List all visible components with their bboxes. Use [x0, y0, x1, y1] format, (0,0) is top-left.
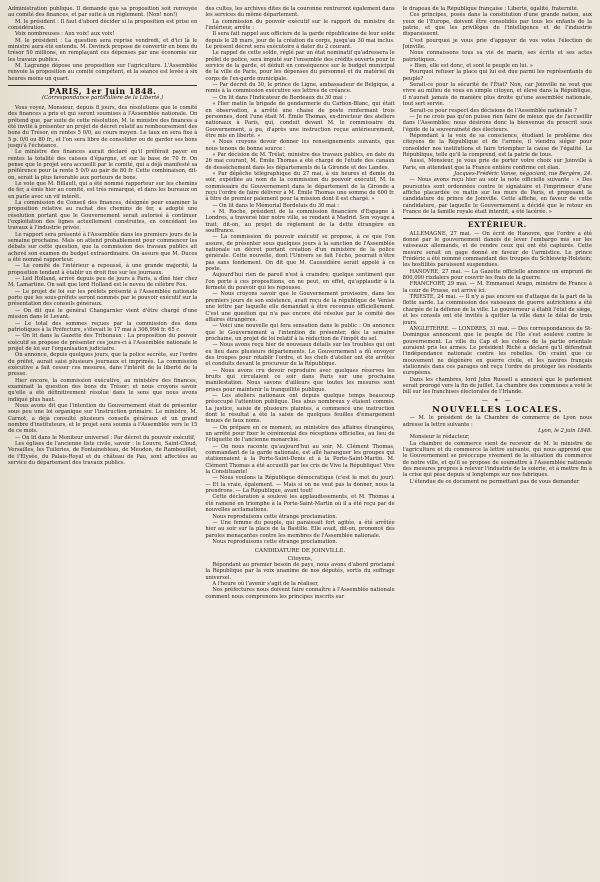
article-body — [8, 105, 197, 467]
article-paragraph: — Nous voulons la République démocratique (c'est le mot du jour). — Et la vraie, également. — Mais si on ne veut pas la donner, nous la prendrons. — La République, avant tout! — [205, 475, 395, 495]
article-paragraph: C'est pourquoi je vous prie d'appuyer de vos votes l'élection de Joinville. — [402, 37, 592, 51]
article-paragraph: — On lit dans la Gazette des Tribunaux : La proposition du pouvoir exécutif se propose de présenter ces jours-ci à l'Assemblée nationale le projet de loi sur l'organisation judiciaire. — [8, 333, 198, 352]
intro-paragraph: Administration publique. Il demande que sa proposition soit renvoyée au comité des finances, et par suite à un règlement. (Non! non!) — [8, 6, 198, 19]
article-paragraph: Nous reproduisons cette étrange proclamation. — [212, 538, 338, 545]
article-paragraph: Serait-ce pour la sécurité de l'État? Non, car Joinville ne veut que vivre au milieu de vous en simple citoyen, et élevé dans la République, il n'aurait jamais de manière plus droite qu'une assemblée nationale, tout sert servie. — [402, 82, 592, 108]
column-2 — [205, 6, 394, 876]
article-paragraph: — Les ateliers nationaux ont depuis quelque temps beaucoup préoccupé l'attention publique. Des abus nombreux y étaient commis. La justice, saisie de plusieurs plaintes, a commencé une instruction dont le résultat a été la saisie de quelques feuilles d'émargement tenues de faux noms. — [205, 392, 395, 425]
article-paragraph: Serait-ce pour respect des décisions de l'Assemblée nationale ? — [409, 107, 577, 114]
article-paragraph: Nous reproduisons cette étrange proclamation. — [212, 513, 338, 520]
article-paragraph: — Nous croyons savoir que le Gouvernement provisoire, dans les premiers jours de son existence, avait reçu de la république de Venise une lettre par laquelle elle demandait à être reconnue officiellement. C'est une question qui n'a pas encore été résolue par le comité des affaires étrangères. — [205, 291, 395, 323]
article-paragraph: — Je ne crois pas qu'on puisse rien faire de mieux que de l'accueillir dans l'Assemblée; nous désirons donc la bienvenue du proscrit sous l'égide de la souveraineté des électeurs. — [402, 113, 592, 133]
article-paragraph: — Le comité de l'intérieur a repoussé, à une grande majorité, la proposition tendant à établir un droit fixe sur les journaux. — [8, 263, 198, 276]
article-paragraph: Aussi, Monsieur, je vous prie de porter votre choix sur Joinville à Paris, en attendant que la France entière confirme cet élan. — [402, 158, 592, 171]
intro-block — [8, 6, 197, 82]
dateline: PARIS, 1er Juin 1848. — [48, 86, 157, 97]
letter-salutation: Monsieur le rédacteur, — [409, 434, 470, 441]
candidature-paragraph: Répondant au premier besoin de pays, nous avons d'abord proclamé la République par la voix unanime de nos députés, sortis du suffrage universel. — [205, 561, 395, 581]
article-paragraph: — Voici une nouvelle qui fera sensation dans le public : On annonce que le Gouvernement a l'intention de présenter, dès la semaine prochaine, un projet de loi relatif à la réduction de l'impôt du sel. — [205, 323, 395, 342]
article-paragraph: Nous avons dit que l'intention du Gouvernement était de présenter sous peu une loi organique sur l'instruction primaire. Le ministre, M. Carnot, a déjà consulté plusieurs conseils généraux et un grand nombre d'instituteurs, et le projet sera soumis à l'Assemblée vers le 15 de ce mois. — [8, 402, 198, 435]
article-paragraph: La commission du Conseil des finances, désignée pour examiner la proposition relative au rachat des chemins de fer, a adopté une résolution portant que le Gouvernement serait autorisé à continuer l'exploitation des lignes actuellement construites, en concédant les travaux à l'industrie privée. — [8, 199, 198, 232]
article-paragraph: « Hier matin la brigade de gendarmerie du Carbon-Blanc, qui était en observation, a arrêté une chaise de poste renfermant trois personnes, dont l'une était M. Émile Thomas, ex-directeur des ateliers nationaux à Paris, qui, conduit devant M. le commissaire du Gouvernement, a pu, d'après une instruction reçue antérieurement, être mis en liberté. » — [205, 101, 395, 139]
intro-paragraph: Voix nombreuses : Aux voix! aux voix! — [15, 31, 115, 38]
article-paragraph: « Nous croyons devoir donner les renseignements suivants, que nous tenons de bonne source : — [205, 139, 395, 152]
article-paragraph: Nous connaissons tous sa vie de marin, ses écrits et ses actes patriotiques. — [402, 50, 592, 63]
article-body — [205, 6, 394, 545]
article-paragraph: Le rappel de cette solde, réglé par un état nominatif qu'adressera le préfet de police, sera imputé sur l'ensemble des crédits ouverts pour le service de la garde, et déduit en conséquence sur le budget municipal de la ville de Paris, pour les dépenses du personnel et du matériel du corps de l'ex-garde municipale. — [205, 50, 395, 82]
local-paragraph: — M. le président de la Chambre de commerce de Lyon nous adresse la lettre suivante : — [402, 415, 592, 428]
article-paragraph: Répondant à la voix de sa conscience, étudiant le problème des citoyens de la République et de l'armée, il viendra siéger pour consolider nos institutions et faire triompher la cause de l'égalité. La République, telle qu'il la comprend, est la patrie de tous. — [402, 132, 592, 158]
article-paragraph: — On lit dans le Moniteur universel : Par décret du pouvoir exécutif, — [15, 434, 196, 441]
article-paragraph: Le ministre des finances aurait déclaré qu'il préférait payer en rentes la totalité des caisses d'épargne, et sur la base de 70 fr. On pense que le projet sera accueilli par le comité, qui a déjà manifesté sa préférence pour la rente 5 0/0 au pair de 80 fr. Cette combinaison, dit-on, serait la plus favorable aux porteurs de bons. — [8, 149, 198, 181]
article-paragraph: — Par décret du 30, le prince de Ligne, ambassadeur de Belgique, a remis à la commission exécutive ses lettres de créance. — [205, 82, 395, 95]
column-3 — [403, 6, 592, 876]
article-paragraph: Le vote que M. Billault, qui a été nommé rapporteur sur les chemins de fer, a émis hier au comité, est très remarqué, et dans les bureaux on en parle avec un vif intérêt. — [8, 180, 198, 200]
article-paragraph: Il sera fait rappel aux officiers de la garde républicaine de leur solde depuis le 28 mars, jour de la création du corps, jusqu'au 30 mai inclus. Le présent décret sera exécutoire à dater du 2 courant. — [205, 31, 395, 51]
article-paragraph: Les églises de l'ancienne liste civile, savoir : le Louvre, Saint-Cloud, Versailles, les Tuileries, de Fontainebleau, de Meudon, de Rambouillet, de l'Élysée, du Palais-Royal et du château de Pau, sont affectées au service du département des travaux publics. — [8, 441, 198, 467]
foreign-paragraph: Dans les chambres, lord John Russell a annoncé que le parlement serait prorogé vers la fin de juillet. La chambre des communes a voté le bill sur les franchises électorales de l'Irlande. — [402, 376, 592, 396]
candidature-paragraph: Nos préfectures nous doivent faire connaître à l'Assemblée nationale comment nous comprenons les principes inscrits sur — [205, 587, 395, 600]
article-paragraph: — Le total des sommes reçues par la commission des dons patriotiques à la Préfecture, s'élevait le 17 mai à 306,994 fr. 65 c. — [8, 320, 198, 333]
article-paragraph: — On prépare en ce moment, au ministère des affaires étrangères, un arrêté pour fixer le cérémonial des réceptions officielles, au lieu de l'étiquette de l'ancienne monarchie. — [205, 424, 395, 444]
article-paragraph: — On lit dans l'Indicateur de Bordeaux du 30 mai : — [212, 94, 347, 101]
signature: Jacques-Frédéric Vanse, négociant, rue Bergère, 24. — [454, 170, 592, 177]
article-paragraph: des cultes, les archives dites de la couronne rentreront également dans les services du même département. — [205, 6, 395, 19]
foreign-paragraph: ALLEMAGNE, 27 mai. — On écrit de Hanovre, que l'ordre a été donné par le gouvernement danois de lever l'embargo mis sur les vaisseaux allemands, et de rendre ceux qui ont été capturés. Cette mesure serait un gage donné en faveur de l'armistice. Le prince Frédéric a été nommé commandant des troupes du Schleswig-Holstein; les hostilités paraissent suspendues. — [402, 230, 592, 269]
article-paragraph: Pourquoi refuser la place qui lui est due parmi les représentants du peuple? — [402, 69, 592, 82]
article-paragraph: « Bien, elle est donc, et sont le peuple en lui. » — [409, 63, 533, 70]
local-paragraph: L'étendue de ce document ne permettant pas de vous demander — [409, 478, 580, 485]
candidature-heading: CANDIDATURE DE JOINVILLE. — [254, 548, 346, 555]
article-paragraph: — Led Holland, arrivé depuis peu de jours à Paris, a dîné hier chez M. Lamartine. On sait que lord Holland est le neveu de célèbre Fox. — [8, 276, 198, 289]
article-paragraph: — Nous avons reçu hier de nouveaux détails sur les troubles qui ont eu lieu dans plusieurs départements. Le Gouvernement a dû envoyer des troupes pour rétablir l'ordre, et les chefs d'atelier ont été arrêtés et conduits devant le procureur de la République. — [205, 342, 395, 368]
article-paragraph: — Une femme du peuple, qui paraissait fort agitée, a été arrêtée hier au soir sur la place de la Bastille. Elle avait, dit-on, prononcé des paroles menaçantes contre les membres de l'Assemblée nationale. — [205, 519, 395, 539]
candidature-paragraph: A l'heure où l'avenir s'agit de la réaliser, — [212, 580, 319, 587]
intro-paragraph: M. Lagrange dépose une proposition sur l'agriculture. L'Assemblée renvoie la proposition au comité compétent, et la séance est levée à six heures moins un quart. — [8, 63, 198, 82]
letter-date: Lyon, le 2 juin 1848. — [538, 428, 592, 434]
article-paragraph: — Le projet de loi sur les préfets présenté à l'Assemblée nationale porte que les sous-préfets seront nommés par le pouvoir exécutif sur la présentation des conseils généraux. — [8, 288, 198, 308]
article-paragraph: — On dit que le général Changarnier vient d'être chargé d'une mission dans le Levant. — [8, 307, 198, 321]
dateline-subtitle: (Correspondance particulière de la Liberté.) — [42, 95, 164, 102]
intro-paragraph: M. le président : La question sera reprise vendredi, et d'ici là le ministre aura été entendu. M. Devinck propose de convertir en bons du trésor 50 millions, en remplaçant ces dépenses par une économie sur les travaux publics. — [8, 37, 198, 63]
article-paragraph: On annonce, depuis quelques jours, que la police secrète, sur l'ordre du préfet, aurait saisi plusieurs journaux et imprimés. La commission exécutive a fait cesser ces mesures, dans l'intérêt de la liberté de la presse. — [8, 352, 198, 378]
article-paragraph: Vous voyez, Monsieur, depuis 8 jours, des résolutions que le comité des finances a pris et qui seront soumises à l'Assemblée nationale. On prétend que, par suite de cette résolution, M. le ministre des finances a été invité à présenter un projet de décret relatif au remboursement des bons du Trésor, en rentes 5 0/0, au cours moyen. Le taux en sera fixé à 5 p. 0/0 ou 80 fr., et l'on sera libre de consolider ou de garder ses bons jusqu'à l'échéance. — [8, 104, 198, 149]
article-paragraph: — On lit dans le Mémorial Bordelais du 30 mai : — [212, 202, 340, 209]
article-paragraph: La commission du pouvoir exécutif sur le rapport du ministre de l'intérieur, arrête : — [205, 18, 395, 32]
intro-paragraph: M. le président : Il faut d'abord décider si la proposition est prise en considération. — [8, 18, 198, 32]
article-paragraph: — Nous avons cru devoir reproduire avec quelques réserves les bruits qui circulaient ce soir dans Paris sur une prochaine manifestation. Nous savons d'ailleurs que toutes les mesures sont prises pour maintenir la tranquillité publique. — [205, 367, 395, 393]
article-paragraph: « Par dépêche télégraphique du 27 mai, à six heures et demie du soir, expédiée au nom de la commission du pouvoir exécutif, M. le commissaire du Gouvernement dans le département de la Gironde a reçu l'ordre de faire délivrer à M. Émile Thomas une somme de 600 fr. à titre de premier paiement pour la mission dont il est chargé. » — [205, 170, 395, 203]
divider — [403, 218, 592, 219]
local-paragraph: La chambre de commerce vient de recevoir de M. le ministre de l'agriculture et du commerce la lettre suivante, qui nous apprend que le Gouvernement se préoccupe vivement de la situation du commerce de notre ville, et qu'il se propose de soumettre à l'Assemblée nationale des mesures propres à relever l'industrie de la soierie, et à mettre fin à la crise qui pèse depuis si longtemps sur nos fabriques. — [402, 440, 592, 479]
ornament-divider: — ✦ — — [481, 396, 513, 404]
article-paragraph: le drapeau de la République française : Liberté, égalité, fraternité. — [402, 6, 579, 12]
local-news-heading: NOUVELLES LOCALES. — [432, 404, 563, 415]
article-body — [403, 6, 592, 215]
article-paragraph: Hier encore, la commission exécutive, au ministère des finances, examinait la question des bons du Trésor; et nous croyons savoir qu'elle a été définitivement résolue dans le sens que nous avons indiqué plus haut. — [8, 377, 198, 403]
column-1 — [8, 6, 197, 876]
article-paragraph: Aujourd'hui rien de pareil n'est à craindre; quelque sentiment que l'on porte à ces propositions, on ne peut, en effet, qu'applaudir à la fermeté du pouvoir qui les repousse. — [205, 272, 395, 292]
article-paragraph: « Par décision de M. Trélat, ministre des travaux publics, en date du 26 mai courant, M. Émile Thomas a été chargé de l'étude des canaux de desséchement dans les départements de la Gironde et des Landes. — [205, 151, 395, 171]
foreign-paragraph: HANOVRE, 27 mai. — La Gazette officielle annonce un emprunt de 800,000 rixdalers pour couvrir les frais de la guerre. — [402, 268, 592, 282]
foreign-news-body — [403, 231, 592, 396]
local-news-body — [403, 415, 592, 485]
foreign-news-heading: EXTÉRIEUR. — [467, 220, 527, 230]
article-paragraph: « M. Roche, président de la commission financière d'Espagne à Londres, a traversé hier notre ville, se rendant à Madrid. Son voyage a trait, dit-on, au projet de règlement de la dette étrangère en souffrance. — [205, 209, 395, 235]
foreign-paragraph: TRIESTE, 24 mai. — Il n'y a pas encore eu d'attaque de la part de la flotte sarde. La commission des vaisseaux de guerre autrichiens a été chargée de la défense de la ville. Le gouverneur a établi l'état de siège, et les consuls ont été invités à quitter la ville dans le délai de trois jours. — [402, 294, 592, 326]
article-paragraph: Le rapport sera présenté à l'Assemblée dans les premiers jours de la semaine prochaine. Mais on attend probablement pour commencer les débats sur cette question, que la commission des travaux publics ait achevé son examen du budget extraordinaire. On assure que M. Ducos a été nommé rapporteur. — [8, 231, 198, 264]
foreign-paragraph: FRANCFORT, 29 mai. — M. Emmanuel Arago, ministre de France à la cour de Prusse, est arrivé ici. — [402, 281, 592, 294]
article-paragraph: — On nous raconte qu'aujourd'hui au soir, M. Clément Thomas, commandant de la garde nationale, est allé haranguer les groupes qui stationnaient à la Porte-Saint-Denis et à la Porte-Saint-Martin. M. Clément Thomas a été accueilli par les cris de Vive la République! Vive la Constituante! — [205, 443, 395, 476]
article-paragraph: Cette déclaration a soulevé les applaudissements, et M. Thomas a été ramené en triomphe à la Porte-Saint-Martin où il a été reçu par de nouvelles acclamations. — [205, 494, 395, 514]
article-paragraph: Ces principes, posés dans la constitution d'une grande nation, aux yeux de l'Europe, doivent être consolidés par tous les enfants de la patrie, et que les privilèges de l'intelligence et de l'industrie disparaissent. — [402, 12, 592, 38]
article-paragraph: — La commission du pouvoir exécutif se propose, à ce que l'on assure, de présenter sous quelques jours à la sanction de l'Assemblée nationale un décret portant création d'un ministère de la police générale. Cette nouvelle, dont l'Univers se fait l'écho, pourrait n'être pas sans fondement. On dit que M. Caussidière serait appelé à ce poste. — [205, 234, 395, 273]
article-paragraph: — Nous avons reçu hier au soir la note officielle suivante : « Des poursuites sont ordonnées contre le signataire et l'imprimeur d'une affiche placardée ce matin sur les murs de Paris, et proposant la candidature du prince de Joinville. Cette affiche, en faveur de cette candidature, par laquelle le Gouvernement a décidé que le retour en France de la famille royale était interdit, a été lacérée. » — [402, 177, 592, 215]
candidature-salutation: Citoyens, — [287, 555, 313, 562]
foreign-paragraph: ANGLETERRE. — LONDRES, 31 mai. — Des correspondances de St-Domingue annoncent que le peuple de l'île s'est soulevé contre le gouvernement. La ville du Cap et les colons de la partie orientale auraient pris les armes. Le président Riché a déclaré qu'il défendrait l'indépendance nationale contre les rebelles. On craint que ce mouvement ne dégénère en guerre civile, et les navires français stationnés dans ces parages ont reçu l'ordre de protéger les résidants européens. — [402, 325, 592, 377]
